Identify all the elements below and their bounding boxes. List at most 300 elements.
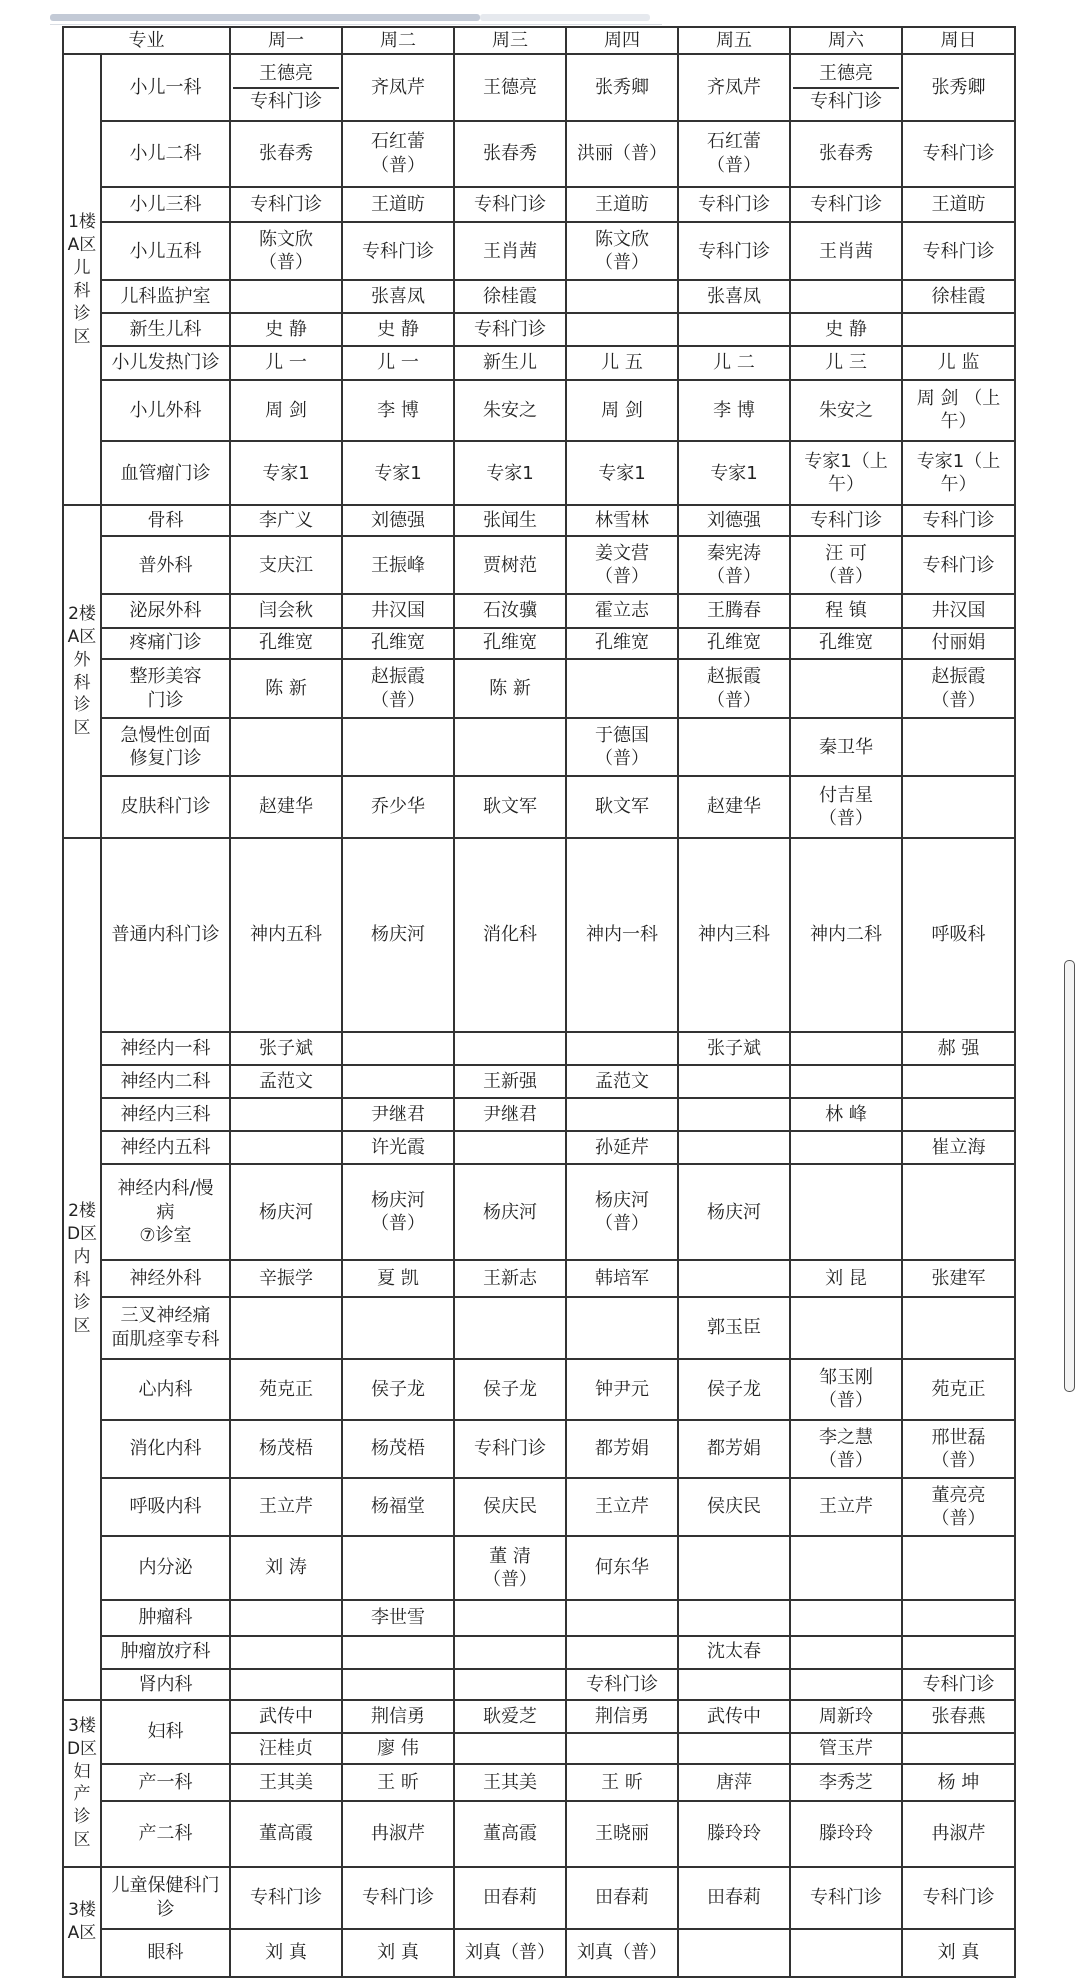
doctor-cell: 专家1 <box>454 441 566 505</box>
doctor-cell: 王德亮 <box>454 54 566 120</box>
doctor-cell <box>790 280 902 313</box>
schedule-row <box>63 313 1015 346</box>
schedule-row <box>63 776 1015 838</box>
doctor-cell <box>790 1065 902 1098</box>
department-cell: 三叉神经痛 面肌痉挛专科 <box>101 1297 230 1359</box>
doctor-cell: 郝 强 <box>902 1032 1015 1065</box>
doctor-cell: 邹玉刚 （普） <box>790 1359 902 1421</box>
doctor-cell: 张子斌 <box>230 1032 342 1065</box>
doctor-cell: 井汉国 <box>902 594 1015 627</box>
doctor-cell: 专科门诊 <box>454 313 566 346</box>
doctor-cell: 许光霞 <box>342 1131 454 1164</box>
doctor-cell: 周 剑 <box>566 380 678 442</box>
doctor-sub-entry: 专科门诊 <box>233 87 339 115</box>
doctor-cell: 刘 涛 <box>230 1536 342 1600</box>
doctor-cell: 孟范文 <box>230 1065 342 1098</box>
doctor-cell: 王立芹 <box>566 1478 678 1536</box>
doctor-cell: 王立芹 <box>790 1478 902 1536</box>
doctor-cell: 陈 新 <box>230 659 342 718</box>
department-cell: 神经内五科 <box>101 1131 230 1164</box>
doctor-cell: 王道昉 <box>566 187 678 222</box>
department-cell: 皮肤科门诊 <box>101 776 230 838</box>
schedule-row <box>63 536 1015 594</box>
doctor-cell: 夏 凯 <box>342 1260 454 1297</box>
department-cell: 儿科监护室 <box>101 280 230 313</box>
department-cell: 整形美容 门诊 <box>101 659 230 718</box>
doctor-cell <box>790 659 902 718</box>
schedule-row <box>63 54 1015 120</box>
department-cell: 神经内一科 <box>101 1032 230 1065</box>
doctor-cell: 韩培军 <box>566 1260 678 1297</box>
header-cell: 周日 <box>902 27 1015 54</box>
doctor-cell: 专科门诊 <box>902 505 1015 536</box>
doctor-cell: 石红蕾 （普） <box>342 121 454 187</box>
doctor-cell: 董高霞 <box>230 1801 342 1867</box>
doctor-cell: 尹继君 <box>342 1098 454 1131</box>
doctor-cell: 侯子龙 <box>342 1359 454 1421</box>
doctor-cell: 杨 坤 <box>902 1764 1015 1801</box>
department-cell: 肾内科 <box>101 1669 230 1700</box>
doctor-cell: 儿 二 <box>678 346 790 379</box>
department-cell: 新生儿科 <box>101 313 230 346</box>
schedule-row <box>63 441 1015 505</box>
schedule-row <box>63 280 1015 313</box>
doctor-cell: 张秀卿 <box>902 54 1015 120</box>
doctor-cell: 董亮亮 （普） <box>902 1478 1015 1536</box>
schedule-row <box>63 1297 1015 1359</box>
doctor-cell <box>454 1600 566 1635</box>
schedule-row <box>63 628 1015 659</box>
doctor-cell <box>566 1636 678 1669</box>
doctor-cell: 石红蕾 （普） <box>678 121 790 187</box>
header-cell: 周三 <box>454 27 566 54</box>
doctor-cell <box>342 1065 454 1098</box>
department-cell: 神经内二科 <box>101 1065 230 1098</box>
schedule-row <box>63 1929 1015 1977</box>
department-cell: 儿童保健科门 诊 <box>101 1867 230 1929</box>
header-cell: 周一 <box>230 27 342 54</box>
doctor-cell: 朱安之 <box>454 380 566 442</box>
doctor-cell: 田春莉 <box>566 1867 678 1929</box>
doctor-cell: 儿 一 <box>230 346 342 379</box>
doctor-cell: 张子斌 <box>678 1032 790 1065</box>
doctor-cell: 王肖茜 <box>454 222 566 280</box>
doctor-cell: 新生儿 <box>454 346 566 379</box>
doctor-cell: 杨庆河 <box>230 1164 342 1260</box>
doctor-cell: 杨福堂 <box>342 1478 454 1536</box>
department-cell: 小儿外科 <box>101 380 230 442</box>
doctor-cell: 闫会秋 <box>230 594 342 627</box>
doctor-cell: 张春秀 <box>790 121 902 187</box>
doctor-cell: 李 博 <box>678 380 790 442</box>
schedule-row <box>63 1478 1015 1536</box>
doctor-cell: 耿文军 <box>566 776 678 838</box>
doctor-cell <box>342 718 454 776</box>
doctor-cell: 秦宪涛 （普） <box>678 536 790 594</box>
top-bar-segment <box>480 14 650 21</box>
doctor-cell: 儿 一 <box>342 346 454 379</box>
department-cell: 妇科 <box>101 1700 230 1764</box>
schedule-row <box>63 1867 1015 1929</box>
doctor-cell: 汪 可 （普） <box>790 536 902 594</box>
doctor-cell <box>902 1098 1015 1131</box>
department-cell: 泌尿外科 <box>101 594 230 627</box>
area-cell: 3楼 A区 <box>63 1867 101 1977</box>
doctor-cell: 荆信勇 <box>342 1700 454 1733</box>
doctor-cell <box>790 1032 902 1065</box>
doctor-cell: 赵振霞 （普） <box>342 659 454 718</box>
doctor-cell: 董 清 （普） <box>454 1536 566 1600</box>
doctor-cell: 张秀卿 <box>566 54 678 120</box>
doctor-cell <box>342 1669 454 1700</box>
area-cell: 2楼 A区 外 科 诊 区 <box>63 505 101 838</box>
doctor-cell <box>566 1032 678 1065</box>
doctor-cell: 杨庆河 <box>342 838 454 1032</box>
doctor-cell: 苑克正 <box>230 1359 342 1421</box>
schedule-row <box>63 1164 1015 1260</box>
doctor-cell: 井汉国 <box>342 594 454 627</box>
schedule-row <box>63 1600 1015 1635</box>
doctor-cell: 李 博 <box>342 380 454 442</box>
doctor-cell <box>902 1164 1015 1260</box>
schedule-row <box>63 505 1015 536</box>
schedule-row <box>63 346 1015 379</box>
department-cell: 骨科 <box>101 505 230 536</box>
doctor-cell: 姜文营 （普） <box>566 536 678 594</box>
doctor-cell <box>230 54 342 120</box>
doctor-cell: 杨庆河 （普） <box>342 1164 454 1260</box>
doctor-cell: 尹继君 <box>454 1098 566 1131</box>
doctor-cell: 付丽娟 <box>902 628 1015 659</box>
doctor-cell: 王新志 <box>454 1260 566 1297</box>
doctor-cell <box>454 718 566 776</box>
doctor-cell: 付吉星 （普） <box>790 776 902 838</box>
doctor-cell: 神内三科 <box>678 838 790 1032</box>
doctor-cell: 专科门诊 <box>902 222 1015 280</box>
top-bar <box>50 0 662 25</box>
doctor-cell: 王晓丽 <box>566 1801 678 1867</box>
doctor-cell: 专科门诊 <box>902 121 1015 187</box>
doctor-cell: 洪丽（普） <box>566 121 678 187</box>
doctor-cell: 苑克正 <box>902 1359 1015 1421</box>
doctor-cell <box>790 54 902 120</box>
doctor-cell <box>790 1297 902 1359</box>
doctor-cell: 杨庆河 <box>678 1164 790 1260</box>
schedule-row <box>63 1801 1015 1867</box>
department-cell: 小儿二科 <box>101 121 230 187</box>
doctor-cell: 刘 真 <box>902 1929 1015 1977</box>
doctor-cell: 专科门诊 <box>566 1669 678 1700</box>
doctor-cell: 专科门诊 <box>342 222 454 280</box>
doctor-cell: 专科门诊 <box>790 505 902 536</box>
doctor-cell: 邢世磊 （普） <box>902 1420 1015 1478</box>
department-cell: 普外科 <box>101 536 230 594</box>
doctor-cell: 专科门诊 <box>342 1867 454 1929</box>
doctor-cell <box>902 1600 1015 1635</box>
doctor-cell: 荆信勇 <box>566 1700 678 1733</box>
doctor-cell: 耿文军 <box>454 776 566 838</box>
department-cell: 疼痛门诊 <box>101 628 230 659</box>
doctor-cell: 专科门诊 <box>678 187 790 222</box>
doctor-cell: 董高霞 <box>454 1801 566 1867</box>
doctor-cell: 专科门诊 <box>454 187 566 222</box>
doctor-cell: 武传中 <box>678 1700 790 1733</box>
doctor-cell: 专家1（上 午） <box>790 441 902 505</box>
doctor-cell: 杨茂梧 <box>230 1420 342 1478</box>
doctor-cell: 侯庆民 <box>454 1478 566 1536</box>
doctor-cell: 李之慧 （普） <box>790 1420 902 1478</box>
doctor-cell: 王腾春 <box>678 594 790 627</box>
doctor-cell: 唐萍 <box>678 1764 790 1801</box>
doctor-cell: 王道昉 <box>902 187 1015 222</box>
doctor-cell: 刘 真 <box>230 1929 342 1977</box>
doctor-cell <box>230 1636 342 1669</box>
doctor-cell: 王 昕 <box>342 1764 454 1801</box>
doctor-cell: 都芳娟 <box>678 1420 790 1478</box>
doctor-cell <box>566 280 678 313</box>
doctor-cell: 孔维宽 <box>678 628 790 659</box>
doctor-cell: 神内二科 <box>790 838 902 1032</box>
doctor-cell: 李秀芝 <box>790 1764 902 1801</box>
doctor-cell <box>230 280 342 313</box>
doctor-cell <box>566 1098 678 1131</box>
doctor-sub-entry: 专科门诊 <box>793 87 899 115</box>
schedule-row <box>63 838 1015 1032</box>
doctor-cell: 专家1 <box>678 441 790 505</box>
schedule-row <box>63 1098 1015 1131</box>
doctor-cell: 孔维宽 <box>230 628 342 659</box>
schedule-row <box>63 1536 1015 1600</box>
doctor-cell: 支庆江 <box>230 536 342 594</box>
doctor-cell: 耿爱芝 <box>454 1700 566 1733</box>
doctor-cell <box>230 1600 342 1635</box>
doctor-cell: 专科门诊 <box>790 187 902 222</box>
doctor-cell: 孔维宽 <box>566 628 678 659</box>
doctor-cell: 孟范文 <box>566 1065 678 1098</box>
doctor-cell <box>454 1733 566 1764</box>
doctor-cell: 王新强 <box>454 1065 566 1098</box>
doctor-cell: 都芳娟 <box>566 1420 678 1478</box>
top-bar-segment <box>50 14 480 21</box>
scrollbar[interactable] <box>1064 960 1075 1392</box>
department-cell: 肿瘤放疗科 <box>101 1636 230 1669</box>
doctor-cell: 专科门诊 <box>902 1867 1015 1929</box>
schedule-row <box>63 1359 1015 1421</box>
doctor-cell <box>566 659 678 718</box>
schedule-row <box>63 1032 1015 1065</box>
doctor-cell: 冉淑芹 <box>342 1801 454 1867</box>
schedule-row <box>63 1669 1015 1700</box>
doctor-cell: 王立芹 <box>230 1478 342 1536</box>
doctor-cell: 程 镇 <box>790 594 902 627</box>
doctor-cell: 神内五科 <box>230 838 342 1032</box>
area-cell: 3楼 D区 妇 产 诊 区 <box>63 1700 101 1867</box>
doctor-cell: 沈太春 <box>678 1636 790 1669</box>
doctor-cell <box>454 1669 566 1700</box>
doctor-cell: 王 昕 <box>566 1764 678 1801</box>
doctor-cell <box>790 1636 902 1669</box>
doctor-cell <box>342 1032 454 1065</box>
doctor-cell: 孔维宽 <box>454 628 566 659</box>
doctor-cell: 专家1（上 午） <box>902 441 1015 505</box>
doctor-cell: 专科门诊 <box>790 1867 902 1929</box>
doctor-cell: 管玉芹 <box>790 1733 902 1764</box>
doctor-cell: 田春莉 <box>678 1867 790 1929</box>
doctor-cell: 钟尹元 <box>566 1359 678 1421</box>
department-cell: 内分泌 <box>101 1536 230 1600</box>
doctor-cell <box>902 1636 1015 1669</box>
doctor-cell: 李世雪 <box>342 1600 454 1635</box>
doctor-cell: 赵建华 <box>678 776 790 838</box>
doctor-cell: 辛振学 <box>230 1260 342 1297</box>
doctor-cell <box>230 1131 342 1164</box>
doctor-cell <box>678 1600 790 1635</box>
doctor-cell <box>902 1733 1015 1764</box>
doctor-cell: 徐桂霞 <box>902 280 1015 313</box>
doctor-cell <box>902 718 1015 776</box>
doctor-cell: 田春莉 <box>454 1867 566 1929</box>
schedule-row <box>63 187 1015 222</box>
doctor-cell <box>902 776 1015 838</box>
schedule-table <box>62 26 1016 1978</box>
schedule-row <box>63 1260 1015 1297</box>
doctor-cell: 贾树范 <box>454 536 566 594</box>
department-cell: 心内科 <box>101 1359 230 1421</box>
doctor-cell: 林 峰 <box>790 1098 902 1131</box>
doctor-cell: 周新玲 <box>790 1700 902 1733</box>
doctor-cell: 滕玲玲 <box>790 1801 902 1867</box>
doctor-cell: 张春燕 <box>902 1700 1015 1733</box>
schedule-row <box>63 1065 1015 1098</box>
doctor-cell: 王道昉 <box>342 187 454 222</box>
area-cell: 2楼 D区 内 科 诊 区 <box>63 838 101 1700</box>
schedule-row <box>63 1636 1015 1669</box>
doctor-cell: 杨茂梧 <box>342 1420 454 1478</box>
department-cell: 消化内科 <box>101 1420 230 1478</box>
doctor-cell: 张春秀 <box>454 121 566 187</box>
doctor-cell: 专家1 <box>566 441 678 505</box>
department-cell: 神经外科 <box>101 1260 230 1297</box>
department-cell: 眼科 <box>101 1929 230 1977</box>
doctor-cell <box>678 1669 790 1700</box>
header-cell: 专业 <box>63 27 230 54</box>
department-cell: 普通内科门诊 <box>101 838 230 1032</box>
doctor-cell: 孙延芹 <box>566 1131 678 1164</box>
doctor-cell: 专家1 <box>342 441 454 505</box>
doctor-cell: 神内一科 <box>566 838 678 1032</box>
doctor-cell: 乔少华 <box>342 776 454 838</box>
doctor-cell <box>678 718 790 776</box>
doctor-cell <box>454 1636 566 1669</box>
doctor-cell: 王振峰 <box>342 536 454 594</box>
doctor-cell <box>566 1600 678 1635</box>
doctor-cell: 刘德强 <box>342 505 454 536</box>
header-row <box>63 27 1015 54</box>
schedule-row <box>63 1700 1015 1733</box>
doctor-cell: 张建军 <box>902 1260 1015 1297</box>
doctor-cell: 张喜凤 <box>678 280 790 313</box>
doctor-cell: 赵振霞 （普） <box>678 659 790 718</box>
doctor-cell: 杨庆河 <box>454 1164 566 1260</box>
doctor-cell <box>902 313 1015 346</box>
schedule-row <box>63 594 1015 627</box>
doctor-cell: 陈文欣 （普） <box>230 222 342 280</box>
department-cell: 产二科 <box>101 1801 230 1867</box>
header-cell: 周五 <box>678 27 790 54</box>
doctor-cell: 武传中 <box>230 1700 342 1733</box>
doctor-cell: 史 静 <box>342 313 454 346</box>
doctor-cell <box>454 1297 566 1359</box>
doctor-cell: 专科门诊 <box>902 1669 1015 1700</box>
doctor-cell <box>678 1733 790 1764</box>
doctor-cell <box>678 1065 790 1098</box>
doctor-cell: 赵振霞 （普） <box>902 659 1015 718</box>
header-cell: 周六 <box>790 27 902 54</box>
doctor-cell <box>230 1297 342 1359</box>
doctor-cell: 石汝骥 <box>454 594 566 627</box>
doctor-cell: 儿 三 <box>790 346 902 379</box>
doctor-cell: 冉淑芹 <box>902 1801 1015 1867</box>
doctor-cell: 王其美 <box>230 1764 342 1801</box>
doctor-cell <box>342 1536 454 1600</box>
doctor-cell <box>230 1669 342 1700</box>
doctor-cell: 齐凤芹 <box>342 54 454 120</box>
doctor-cell <box>342 1636 454 1669</box>
schedule-row <box>63 380 1015 442</box>
doctor-cell <box>678 1260 790 1297</box>
doctor-cell: 廖 伟 <box>342 1733 454 1764</box>
doctor-cell: 专科门诊 <box>230 187 342 222</box>
doctor-cell <box>566 1297 678 1359</box>
department-cell: 肿瘤科 <box>101 1600 230 1635</box>
header-cell: 周四 <box>566 27 678 54</box>
doctor-cell: 陈文欣 （普） <box>566 222 678 280</box>
doctor-cell <box>678 1098 790 1131</box>
doctor-cell <box>790 1164 902 1260</box>
doctor-cell: 郭玉臣 <box>678 1297 790 1359</box>
doctor-cell: 秦卫华 <box>790 718 902 776</box>
doctor-cell <box>678 1131 790 1164</box>
doctor-cell: 齐凤芹 <box>678 54 790 120</box>
department-cell: 小儿五科 <box>101 222 230 280</box>
doctor-cell: 何东华 <box>566 1536 678 1600</box>
doctor-cell: 刘德强 <box>678 505 790 536</box>
schedule-row <box>63 1764 1015 1801</box>
doctor-cell: 朱安之 <box>790 380 902 442</box>
area-cell: 1楼 A区 儿 科 诊 区 <box>63 54 101 505</box>
doctor-cell: 杨庆河 （普） <box>566 1164 678 1260</box>
doctor-cell: 刘 昆 <box>790 1260 902 1297</box>
doctor-cell <box>902 1297 1015 1359</box>
department-cell: 神经内科/慢 病 ⑦诊室 <box>101 1164 230 1260</box>
doctor-cell: 呼吸科 <box>902 838 1015 1032</box>
doctor-cell <box>790 1600 902 1635</box>
doctor-cell: 专科门诊 <box>902 536 1015 594</box>
doctor-cell: 专家1 <box>230 441 342 505</box>
doctor-cell: 张喜凤 <box>342 280 454 313</box>
doctor-cell <box>790 1929 902 1977</box>
doctor-cell: 孔维宽 <box>790 628 902 659</box>
doctor-cell: 张闻生 <box>454 505 566 536</box>
doctor-cell: 陈 新 <box>454 659 566 718</box>
doctor-cell <box>790 1669 902 1700</box>
doctor-cell <box>230 1098 342 1131</box>
doctor-cell: 刘 真 <box>342 1929 454 1977</box>
doctor-cell: 侯子龙 <box>678 1359 790 1421</box>
doctor-cell <box>566 1733 678 1764</box>
doctor-cell <box>342 1297 454 1359</box>
doctor-cell: 周 剑 （上 午） <box>902 380 1015 442</box>
